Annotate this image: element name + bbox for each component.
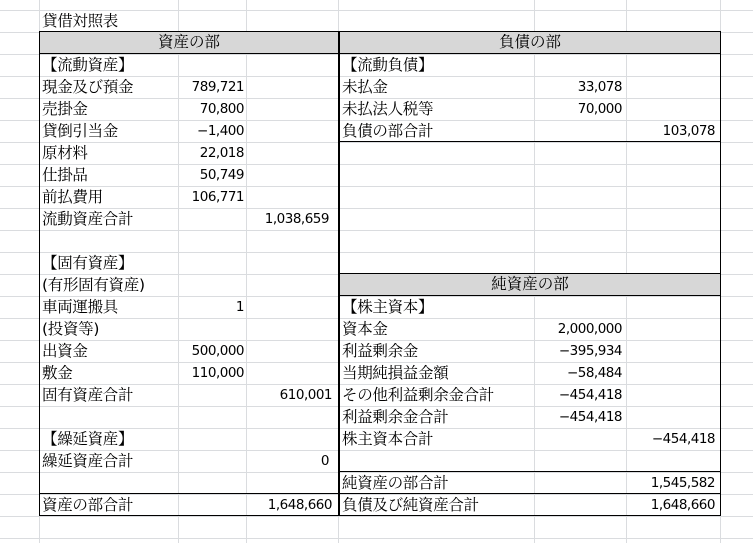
liabilities-net-assets-total-value[interactable]: 1,648,660 bbox=[650, 497, 715, 513]
net-assets-total-label[interactable]: 純資産の部合計 bbox=[342, 474, 449, 492]
asset-label-wip[interactable]: 仕掛品 bbox=[42, 166, 88, 184]
gridline bbox=[0, 230, 753, 231]
net-assets-header[interactable]: 純資産の部 bbox=[340, 274, 720, 296]
deferred-assets-total-label[interactable]: 繰延資産合計 bbox=[42, 452, 134, 470]
liabilities-header[interactable]: 負債の部 bbox=[340, 32, 720, 54]
asset-label-prepaid[interactable]: 前払費用 bbox=[42, 188, 103, 206]
liabilities-total-label[interactable]: 負債の部合計 bbox=[342, 122, 434, 140]
liability-label-taxes[interactable]: 未払法人税等 bbox=[342, 100, 434, 118]
border-top bbox=[39, 31, 721, 32]
asset-value-receivables[interactable]: 70,800 bbox=[199, 101, 244, 117]
asset-value-materials[interactable]: 22,018 bbox=[199, 145, 244, 161]
asset-label-receivables[interactable]: 売掛金 bbox=[42, 100, 88, 118]
asset-value-investment[interactable]: 500,000 bbox=[191, 343, 244, 359]
equity-label-capital[interactable]: 資本金 bbox=[342, 320, 388, 338]
assets-grand-total-value[interactable]: 1,648,660 bbox=[267, 497, 332, 513]
border-liabilities-bottom bbox=[340, 141, 720, 142]
asset-label-investment[interactable]: 出資金 bbox=[42, 342, 88, 360]
gridline bbox=[0, 538, 753, 539]
current-assets-total-label[interactable]: 流動資産合計 bbox=[42, 210, 134, 228]
gridline bbox=[0, 142, 753, 143]
equity-label-net-income[interactable]: 当期純損益金額 bbox=[342, 364, 449, 382]
asset-label-vehicles[interactable]: 車両運搬具 bbox=[42, 298, 119, 316]
border-right bbox=[720, 31, 721, 516]
liability-value-taxes[interactable]: 70,000 bbox=[577, 101, 622, 117]
equity-label-other-retained[interactable]: その他利益剰余金合計 bbox=[342, 386, 495, 404]
asset-label-allowance[interactable]: 貸倒引当金 bbox=[42, 122, 119, 140]
investments-heading[interactable]: (投資等) bbox=[42, 320, 100, 338]
border-total-top bbox=[39, 493, 721, 494]
asset-value-allowance[interactable]: −1,400 bbox=[197, 123, 244, 139]
equity-label-retained[interactable]: 利益剰余金 bbox=[342, 342, 419, 360]
liabilities-total-value[interactable]: 103,078 bbox=[662, 123, 715, 139]
border-bottom bbox=[39, 515, 721, 516]
gridline bbox=[0, 164, 753, 165]
asset-value-cash[interactable]: 789,721 bbox=[191, 79, 244, 95]
asset-label-deposit[interactable]: 敷金 bbox=[42, 364, 73, 382]
assets-grand-total-label[interactable]: 資産の部合計 bbox=[42, 496, 134, 514]
current-liabilities-heading[interactable]: 【流動負債】 bbox=[342, 56, 434, 74]
liabilities-net-assets-total-label[interactable]: 負債及び純資産合計 bbox=[342, 496, 479, 514]
border-left bbox=[39, 31, 40, 516]
gridline bbox=[0, 186, 753, 187]
equity-value-retained-total[interactable]: −454,418 bbox=[558, 409, 622, 425]
net-assets-total-value[interactable]: 1,545,582 bbox=[650, 475, 715, 491]
asset-label-materials[interactable]: 原材料 bbox=[42, 144, 88, 162]
fixed-assets-total-label[interactable]: 固有資産合計 bbox=[42, 386, 134, 404]
deferred-assets-total-value[interactable]: 0 bbox=[320, 453, 329, 469]
gridline bbox=[0, 516, 753, 517]
equity-label-retained-total[interactable]: 利益剰余金合計 bbox=[342, 408, 449, 426]
asset-label-cash[interactable]: 現金及び預金 bbox=[42, 78, 134, 96]
border-net-total-top bbox=[340, 471, 720, 472]
asset-value-vehicles[interactable]: 1 bbox=[235, 299, 244, 315]
deferred-assets-heading[interactable]: 【繰延資産】 bbox=[42, 430, 134, 448]
tangible-assets-heading[interactable]: (有形固有資産) bbox=[42, 276, 145, 294]
asset-value-wip[interactable]: 50,749 bbox=[199, 167, 244, 183]
equity-value-other-retained[interactable]: −454,418 bbox=[558, 387, 622, 403]
liability-value-payables[interactable]: 33,078 bbox=[577, 79, 622, 95]
fixed-assets-total-value[interactable]: 610,001 bbox=[279, 387, 332, 403]
border-net-assets-top bbox=[340, 273, 720, 274]
current-assets-heading[interactable]: 【流動資産】 bbox=[42, 56, 134, 74]
liability-label-payables[interactable]: 未払金 bbox=[342, 78, 388, 96]
equity-total-value[interactable]: −454,418 bbox=[651, 431, 715, 447]
gridline bbox=[626, 0, 627, 543]
equity-value-net-income[interactable]: −58,484 bbox=[566, 365, 622, 381]
asset-value-prepaid[interactable]: 106,771 bbox=[191, 189, 244, 205]
equity-heading[interactable]: 【株主資本】 bbox=[342, 298, 434, 316]
asset-value-deposit[interactable]: 110,000 bbox=[191, 365, 244, 381]
equity-value-capital[interactable]: 2,000,000 bbox=[557, 321, 622, 337]
sheet-title[interactable]: 貸借対照表 bbox=[42, 12, 119, 30]
equity-value-retained[interactable]: −395,934 bbox=[558, 343, 622, 359]
assets-header[interactable]: 資産の部 bbox=[40, 32, 338, 54]
equity-total-label[interactable]: 株主資本合計 bbox=[342, 430, 434, 448]
current-assets-total-value[interactable]: 1,038,659 bbox=[264, 211, 329, 227]
fixed-assets-heading[interactable]: 【固有資産】 bbox=[42, 254, 134, 272]
